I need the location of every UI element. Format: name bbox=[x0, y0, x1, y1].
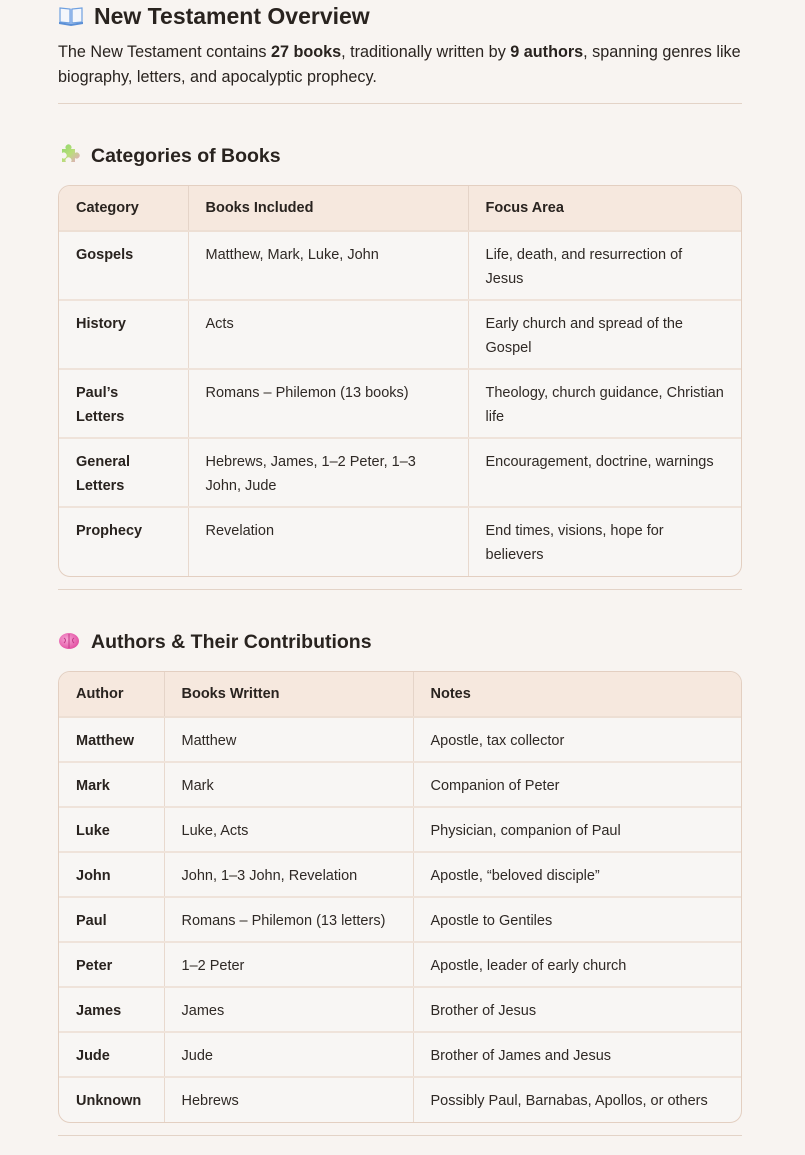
books-written-cell: John, 1–3 John, Revelation bbox=[164, 852, 413, 897]
books-written-cell: Hebrews bbox=[164, 1077, 413, 1122]
books-cell: Romans – Philemon (13 books) bbox=[188, 369, 468, 438]
notes-cell: Apostle, “beloved disciple” bbox=[413, 852, 741, 897]
intro-text: The New Testament contains bbox=[58, 43, 271, 61]
notes-cell: Brother of James and Jesus bbox=[413, 1032, 741, 1077]
brain-icon bbox=[58, 630, 82, 654]
page-title bbox=[58, 0, 742, 32]
author-cell: Matthew bbox=[59, 717, 164, 762]
table-row bbox=[59, 507, 741, 576]
notes-cell: Apostle, tax collector bbox=[413, 717, 741, 762]
page-title-text: New Testament Overview bbox=[94, 2, 370, 29]
focus-cell: Life, death, and resurrection of Jesus bbox=[468, 231, 741, 300]
category-cell: General Letters bbox=[59, 438, 188, 507]
table-row bbox=[59, 942, 741, 987]
table-header-row bbox=[59, 186, 741, 231]
category-cell: Paul’s Letters bbox=[59, 369, 188, 438]
divider bbox=[58, 589, 742, 590]
categories-table bbox=[58, 185, 742, 577]
intro-text: , traditionally written by bbox=[341, 43, 511, 61]
books-cell: Matthew, Mark, Luke, John bbox=[188, 231, 468, 300]
author-cell: Unknown bbox=[59, 1077, 164, 1122]
author-cell: Jude bbox=[59, 1032, 164, 1077]
books-cell: Hebrews, James, 1–2 Peter, 1–3 John, Jude bbox=[188, 438, 468, 507]
intro-paragraph bbox=[58, 40, 742, 90]
table-row bbox=[59, 369, 741, 438]
notes-cell: Physician, companion of Paul bbox=[413, 807, 741, 852]
books-written-cell: Mark bbox=[164, 762, 413, 807]
books-cell: Revelation bbox=[188, 507, 468, 576]
table-row bbox=[59, 807, 741, 852]
table-row bbox=[59, 300, 741, 369]
focus-cell: Encouragement, doctrine, warnings bbox=[468, 438, 741, 507]
column-header: Author bbox=[59, 672, 164, 717]
table-row bbox=[59, 717, 741, 762]
intro-text: , spanning genres like biography, letters, and apocalyptic prophecy. bbox=[58, 43, 741, 86]
column-header: Category bbox=[59, 186, 188, 231]
table-row bbox=[59, 897, 741, 942]
column-header: Books Included bbox=[188, 186, 468, 231]
notes-cell: Apostle, leader of early church bbox=[413, 942, 741, 987]
authors-heading-text: Authors & Their Contributions bbox=[91, 630, 372, 653]
focus-cell: Theology, church guidance, Christian life bbox=[468, 369, 741, 438]
table-row bbox=[59, 1077, 741, 1122]
column-header: Focus Area bbox=[468, 186, 741, 231]
author-cell: James bbox=[59, 987, 164, 1032]
category-cell: Prophecy bbox=[59, 507, 188, 576]
table-header-row bbox=[59, 672, 741, 717]
column-header: Notes bbox=[413, 672, 741, 717]
books-written-cell: James bbox=[164, 987, 413, 1032]
column-header: Books Written bbox=[164, 672, 413, 717]
books-written-cell: Romans – Philemon (13 letters) bbox=[164, 897, 413, 942]
intro-books-count: 27 books bbox=[270, 43, 342, 61]
notes-cell: Possibly Paul, Barnabas, Apollos, or others bbox=[430, 1093, 708, 1109]
author-cell: John bbox=[59, 852, 164, 897]
authors-heading bbox=[58, 627, 742, 657]
focus-cell: Early church and spread of the Gospel bbox=[468, 300, 741, 369]
divider bbox=[58, 103, 742, 104]
notes-cell: Apostle to Gentiles bbox=[413, 897, 741, 942]
focus-cell: End times, visions, hope for believers bbox=[485, 523, 664, 563]
categories-heading bbox=[58, 141, 742, 171]
author-cell: Luke bbox=[59, 807, 164, 852]
category-cell: History bbox=[59, 300, 188, 369]
author-cell: Paul bbox=[59, 897, 164, 942]
books-cell: Acts bbox=[188, 300, 468, 369]
books-written-cell: Matthew bbox=[164, 717, 413, 762]
table-row bbox=[59, 438, 741, 507]
authors-table bbox=[58, 671, 742, 1123]
author-cell: Mark bbox=[59, 762, 164, 807]
category-cell: Gospels bbox=[59, 231, 188, 300]
table-row bbox=[59, 987, 741, 1032]
intro-authors-count: 9 authors bbox=[510, 43, 584, 61]
puzzle-piece-icon bbox=[58, 144, 82, 168]
table-row bbox=[59, 231, 741, 300]
table-row bbox=[59, 1032, 741, 1077]
open-book-icon bbox=[58, 4, 84, 28]
books-written-cell: Luke, Acts bbox=[164, 807, 413, 852]
categories-heading-text: Categories of Books bbox=[91, 144, 281, 167]
notes-cell: Companion of Peter bbox=[413, 762, 741, 807]
table-row bbox=[59, 852, 741, 897]
author-cell: Peter bbox=[59, 942, 164, 987]
books-written-cell: Jude bbox=[164, 1032, 413, 1077]
books-written-cell: 1–2 Peter bbox=[164, 942, 413, 987]
table-row bbox=[59, 762, 741, 807]
divider bbox=[58, 1135, 742, 1136]
notes-cell: Brother of Jesus bbox=[413, 987, 741, 1032]
